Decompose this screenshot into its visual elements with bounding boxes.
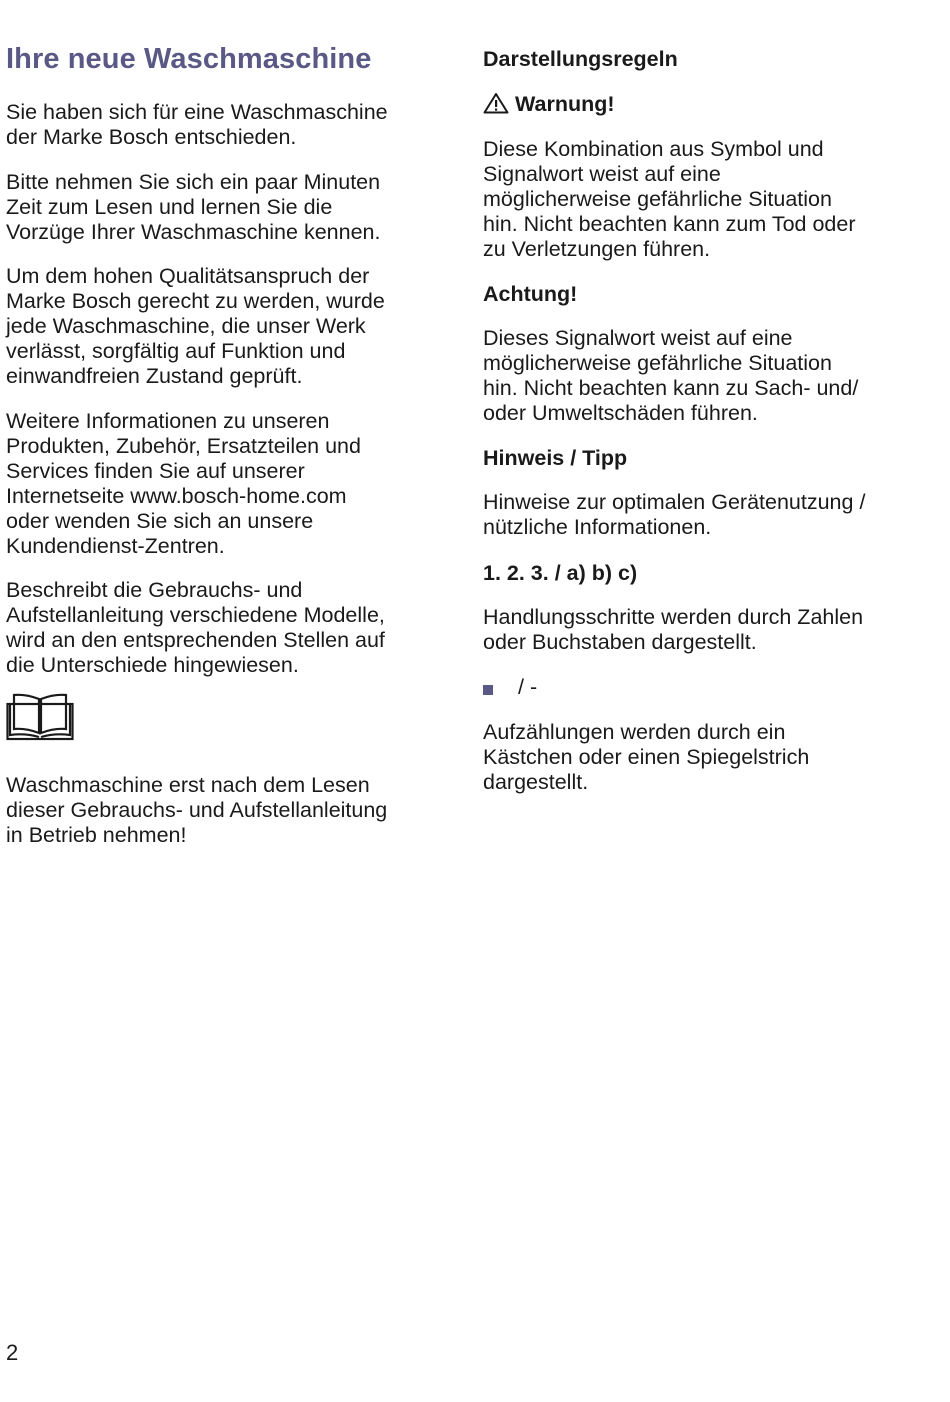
steps-text: Handlungsschritte werden durch Zahlen oder Buchstaben dargestellt. <box>483 605 864 654</box>
tip-heading: Hinweis / Tipp <box>483 446 628 470</box>
page-number: 2 <box>6 1340 19 1365</box>
display-rules-heading: Darstellungsregeln <box>483 47 678 71</box>
models-paragraph: Beschreibt die Gebrauchs- und Aufstellanleitung verschiedene Modelle, wird an den entsprechenden Stellen auf die Unterschiede hingewiesen. <box>6 578 385 677</box>
steps-heading: 1. 2. 3. / a) b) c) <box>483 561 638 585</box>
caution-heading: Achtung! <box>483 282 578 306</box>
list-symbol-text: / - <box>518 675 538 699</box>
quality-paragraph: Um dem hohen Qualitätsanspruch der Marke Bosch gerecht zu werden, wurde jede Waschmaschine, die unser Werk verlässt, sorgfältig auf Funktion und einwandfreien Zustand geprüft. <box>6 264 385 388</box>
info-paragraph: Weitere Informationen zu unseren Produkten, Zubehör, Ersatzteilen und Services finden Sie auf unserer Internetseite www.bosch-home.com oder wenden Sie sich an unsere Kundendienst-Zentren. <box>6 409 361 558</box>
caution-text: Dieses Signalwort weist auf eine möglicherweise gefährliche Situation hin. Nicht beachten kann zu Sach- und/ oder Umweltschäden führen. <box>483 326 859 425</box>
list-square-icon <box>483 685 493 695</box>
warning-label: Warnung! <box>515 92 615 116</box>
read-first-paragraph: Waschmaschine erst nach dem Lesen dieser Gebrauchs- und Aufstellanleitung in Betrieb nehmen! <box>6 773 388 847</box>
warning-text: Diese Kombination aus Symbol und Signalwort weist auf eine möglicherweise gefährliche Situation hin. Nicht beachten kann zum Tod oder zu Verletzungen führen. <box>483 137 856 261</box>
warning-heading <box>483 92 615 117</box>
intro-paragraph: Sie haben sich für eine Waschmaschine der Marke Bosch entschieden. <box>6 100 388 149</box>
tip-text: Hinweise zur optimalen Gerätenutzung / nützliche Informationen. <box>483 490 866 539</box>
reading-paragraph: Bitte nehmen Sie sich ein paar Minuten Zeit zum Lesen und lernen Sie die Vorzüge Ihrer Waschmaschine kennen. <box>6 170 381 244</box>
list-text: Aufzählungen werden durch ein Kästchen oder einen Spiegelstrich dargestellt. <box>483 720 810 794</box>
warning-triangle-icon <box>483 92 509 114</box>
page-title: Ihre neue Waschmaschine <box>6 43 372 75</box>
open-book-icon <box>6 693 74 741</box>
